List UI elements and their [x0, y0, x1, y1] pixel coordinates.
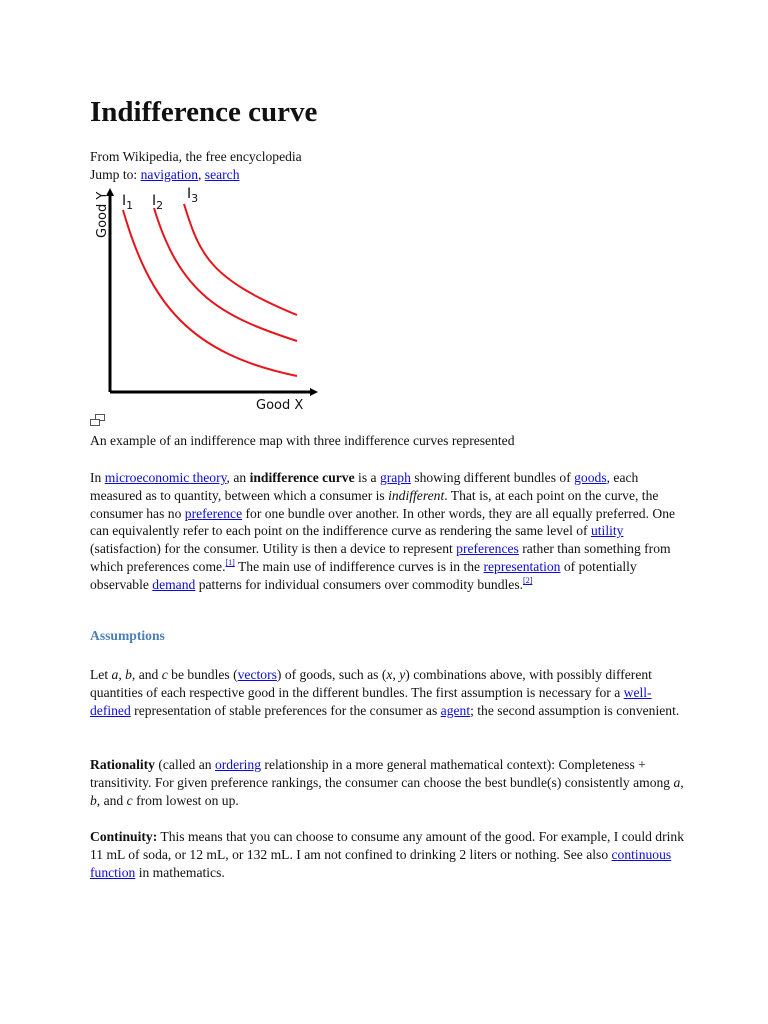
article-meta — [90, 148, 302, 183]
curve-labels — [122, 186, 198, 212]
link-goods[interactable]: goods — [574, 470, 607, 485]
continuity-paragraph: Continuity: This means that you can choose to consume any amount of the good. For example, I could drink 11 mL of soda, or 12 mL, or 132 mL. I am not confined to drinking 2 liters or nothing. See also continuous function in mathematics. — [90, 829, 685, 880]
y-axis-label: Good Y — [95, 191, 110, 238]
magnify-clip-icon[interactable] — [90, 413, 106, 425]
indifference-curve-2 — [154, 208, 297, 341]
intro-paragraph: In microeconomic theory, an indifference curve is a graph showing different bundles of goods, each measured as to quantity, between which a consumer is indifferent. That is, at each point on the curve, the consumer has no preference for one bundle over another. In other words, they are all equally preferred. One can equivalently refer to each point on the indifference curve as rendering the same level of utility (satisfaction) for the consumer. Utility is then a device to represent preferences rather than something from which preferences come.[1] The main use of indifference curves is in the representation of potentially observable demand patterns for individual consumers over commodity bundles.[2] — [90, 470, 676, 592]
navigation-link[interactable]: navigation — [140, 166, 198, 182]
link-preferences[interactable]: preferences — [456, 541, 519, 557]
rationality-paragraph: Rationality (called an ordering relationship in a more general mathematical context): Completeness + transitivity. For given preference rankings, the consumer can choose the best bundle(s) consistently among a, b, and c from lowest on up. — [90, 757, 684, 808]
ref-1[interactable]: [1] — [225, 557, 235, 567]
link-graph[interactable]: graph — [379, 470, 411, 485]
indifference-map-diagram — [90, 184, 325, 414]
link-continuous-function[interactable]: continuous function — [90, 846, 672, 880]
section-heading-assumptions: Assumptions — [90, 628, 165, 643]
link-well-defined[interactable]: well-defined — [90, 684, 652, 718]
link-representation[interactable]: representation — [483, 558, 561, 574]
page-title: Indifference curve — [90, 96, 318, 128]
curve-label-1: $I_1$ — [122, 193, 134, 212]
x-axis-label: Good X — [256, 398, 304, 413]
link-ordering[interactable]: ordering — [214, 757, 262, 772]
link-agent[interactable]: agent — [440, 702, 471, 718]
link-microeconomic-theory[interactable]: microeconomic theory — [104, 470, 227, 485]
link-utility[interactable]: utility — [590, 523, 624, 539]
figure-caption: An example of an indifference map with three indifference curves represented — [90, 433, 515, 448]
link-demand[interactable]: demand — [152, 576, 196, 592]
ref-2[interactable]: [2] — [523, 575, 533, 585]
site-tagline: From Wikipedia, the free encyclopedia — [90, 149, 302, 164]
curve-label-2: $I_2$ — [152, 193, 164, 212]
indifference-curve-1 — [123, 210, 297, 376]
assumptions-paragraph: Let a, b, and c be bundles (vectors) of goods, such as (x, y) combinations above, with possibly different quantities of each respective good in the different bundles. The first assumption is necessary for a well-defined representation of stable preferences for the consumer as agent; the second assumption is convenient. — [90, 667, 680, 718]
curve-label-3: $I_3$ — [187, 186, 199, 205]
indifference-map-figure[interactable] — [90, 184, 325, 414]
search-link[interactable]: search — [204, 166, 240, 182]
indifference-curve-3 — [184, 204, 297, 315]
link-preference[interactable]: preference — [184, 505, 243, 521]
link-vectors[interactable]: vectors — [237, 667, 277, 682]
jump-links: Jump to: navigation, search — [90, 166, 240, 182]
